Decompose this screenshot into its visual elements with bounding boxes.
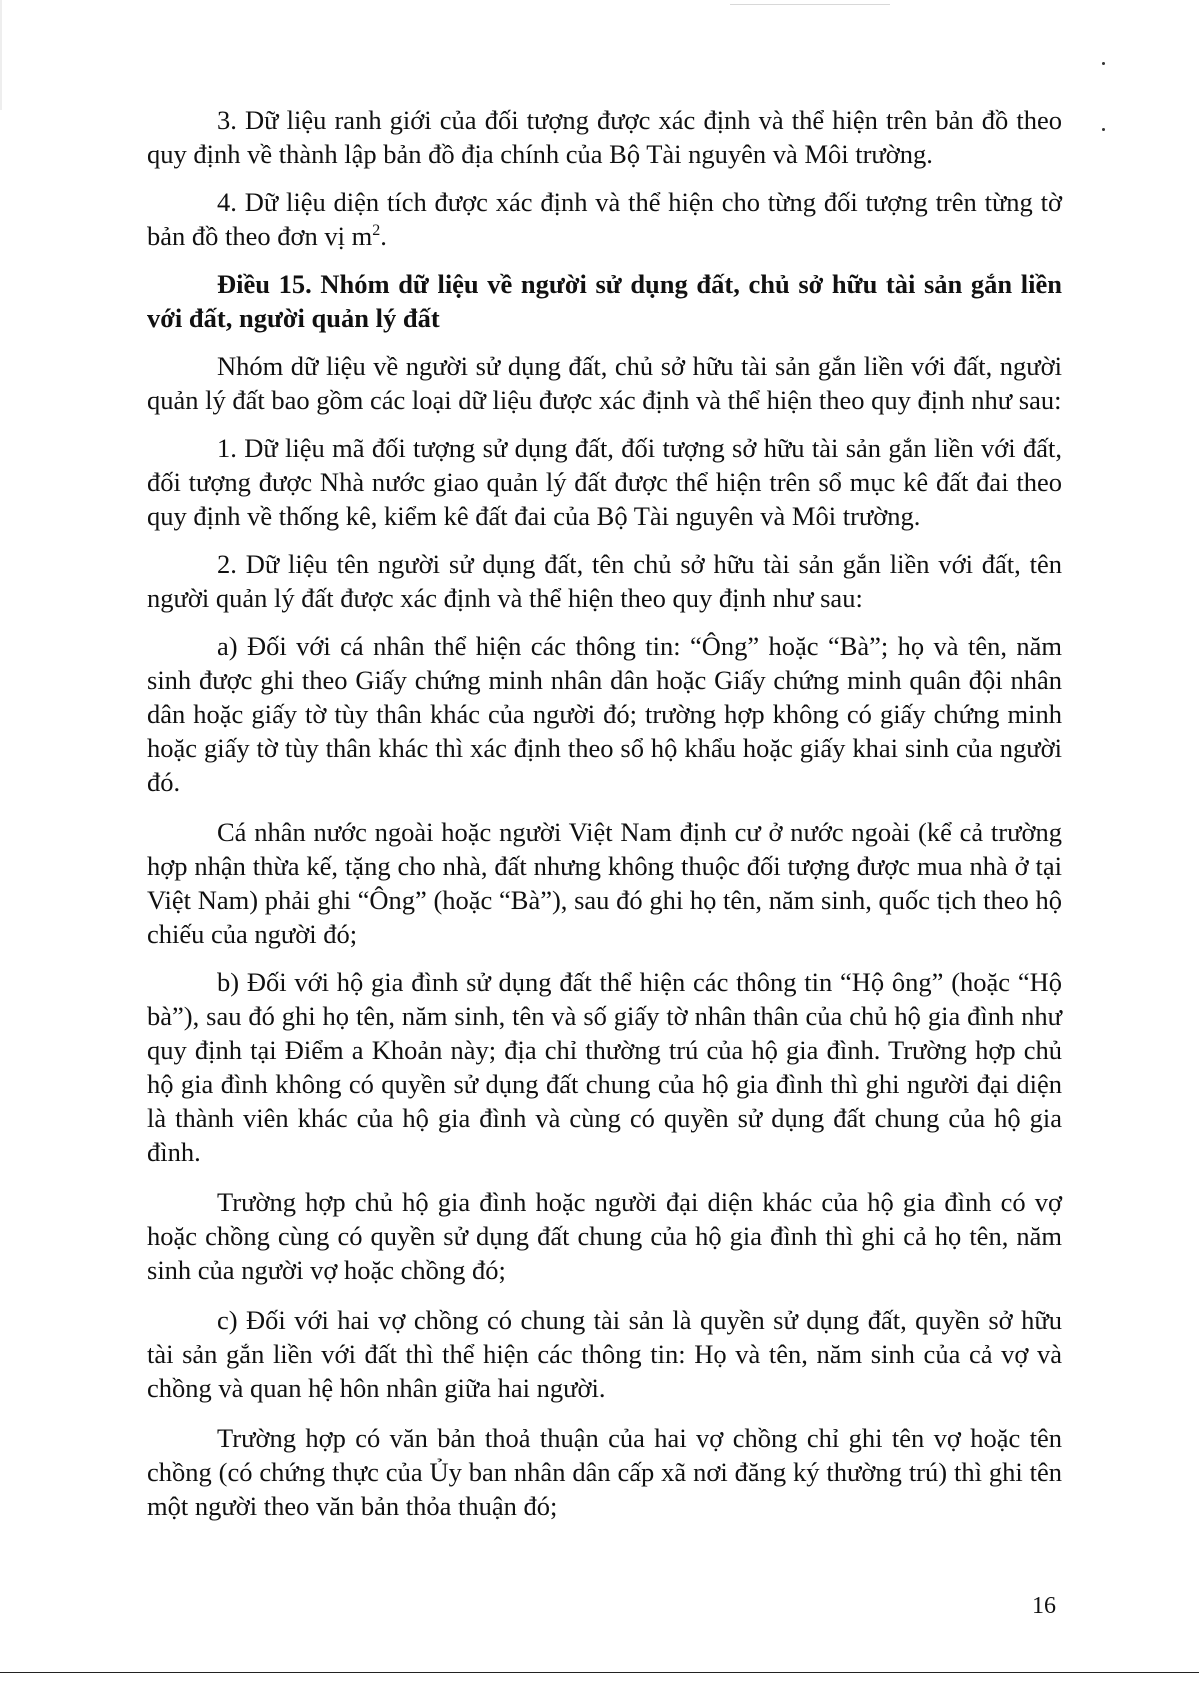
scan-artifact-dot [1102,62,1105,65]
scan-artifact-dot [1102,128,1105,131]
spouse-agreement-paragraph: Trường hợp có văn bản thoả thuận của hai vợ chồng chỉ ghi tên vợ hoặc tên chồng (có chứng thực của Ủy ban nhân dân cấp xã nơi đăng ký thường trú) thì ghi tên một người theo văn bản thỏa thuận đó; [147,1423,1062,1521]
scan-artifact-top-line [730,4,890,5]
foreign-individual-paragraph: Cá nhân nước ngoài hoặc người Việt Nam định cư ở nước ngoài (kể cả trường hợp nhận thừa kế, tặng cho nhà, đất nhưng không thuộc đối tượng được mua nhà ở tại Việt Nam) phải ghi “Ông” (hoặc “Bà”), sau đó ghi họ tên, năm sinh, quốc tịch theo hộ chiếu của người đó; [147,817,1062,949]
article-15-heading: Điều 15. Nhóm dữ liệu về người sử dụng đất, chủ sở hữu tài sản gắn liền với đất, người quản lý đất [147,269,1062,333]
clause-3-paragraph: 3. Dữ liệu ranh giới của đối tượng được xác định và thể hiện trên bản đồ theo quy định về thành lập bản đồ địa chính của Bộ Tài nguyên và Môi trường. [147,105,1062,169]
point-a-paragraph: a) Đối với cá nhân thể hiện các thông tin: “Ông” hoặc “Bà”; họ và tên, năm sinh được ghi theo Giấy chứng minh nhân dân hoặc Giấy chứng minh quân đội nhân dân hoặc giấy tờ tùy thân khác của người đó; trường hợp không có giấy chứng minh hoặc giấy tờ tùy thân khác thì xác định theo sổ hộ khẩu hoặc giấy khai sinh của người đó. [147,631,1062,797]
point-c-paragraph: c) Đối với hai vợ chồng có chung tài sản là quyền sử dụng đất, quyền sở hữu tài sản gắn liền với đất thì thể hiện các thông tin: Họ và tên, năm sinh của cả vợ và chồng và quan hệ hôn nhân giữa hai người. [147,1305,1062,1403]
item-1-paragraph: 1. Dữ liệu mã đối tượng sử dụng đất, đối tượng sở hữu tài sản gắn liền với đất, đối tượng được Nhà nước giao quản lý đất được thể hiện trên sổ mục kê đất đai theo quy định về thống kê, kiểm kê đất đai của Bộ Tài nguyên và Môi trường. [147,433,1062,531]
clause-4-paragraph [147,185,1062,253]
clause-4-end-punctuation: . [380,221,387,251]
article-15-intro-paragraph: Nhóm dữ liệu về người sử dụng đất, chủ sở hữu tài sản gắn liền với đất, người quản lý đất bao gồm các loại dữ liệu được xác định và thể hiện theo quy định như sau: [147,351,1062,415]
clause-4-text: 4. Dữ liệu diện tích được xác định và thể hiện cho từng đối tượng trên từng tờ bản đồ theo đơn vị m [147,187,1062,251]
scan-artifact-left-edge [0,0,2,110]
area-unit-superscript: 2 [372,222,381,240]
item-2-paragraph: 2. Dữ liệu tên người sử dụng đất, tên chủ sở hữu tài sản gắn liền với đất, tên người quản lý đất được xác định và thể hiện theo quy định như sau: [147,549,1062,613]
point-b-paragraph: b) Đối với hộ gia đình sử dụng đất thể hiện các thông tin “Hộ ông” (hoặc “Hộ bà”), sau đó ghi họ tên, năm sinh, tên và số giấy tờ nhân thân của chủ hộ gia đình như quy định tại Điểm a Khoản này; địa chỉ thường trú của hộ gia đình. Trường hợp chủ hộ gia đình không có quyền sử dụng đất chung của hộ gia đình thì ghi người đại diện là thành viên khác của hộ gia đình và cùng có quyền sử dụng đất chung của hộ gia đình. [147,967,1062,1167]
scan-artifact-bottom-line [0,1672,1199,1673]
page-number: 16 [1032,1593,1056,1619]
household-spouse-paragraph: Trường hợp chủ hộ gia đình hoặc người đại diện khác của hộ gia đình có vợ hoặc chồng cùng có quyền sử dụng đất chung của hộ gia đình thì ghi cả họ tên, năm sinh của người vợ hoặc chồng đó; [147,1187,1062,1285]
document-page [147,103,1062,1523]
